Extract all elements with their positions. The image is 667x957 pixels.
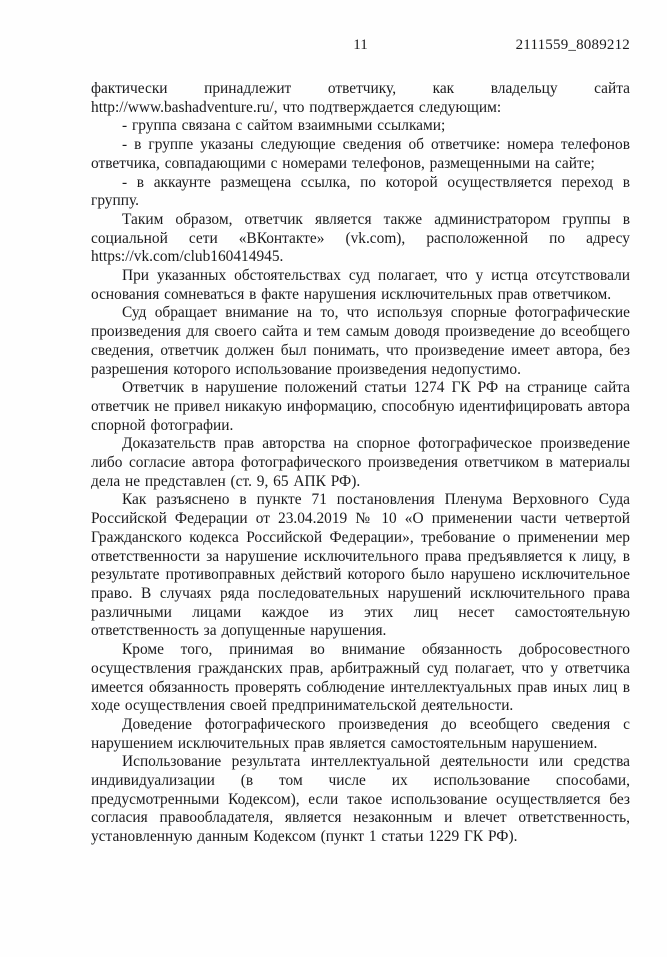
paragraph: - в аккаунте размещена ссылка, по которой осуществляется переход в группу.: [91, 173, 630, 210]
paragraph: фактически принадлежит ответчику, как владельцу сайта http://www.bashadventure.ru/, что подтверждается следующим:: [91, 80, 630, 116]
document-code: 2111559_8089212: [515, 37, 630, 53]
paragraph: Доведение фотографического произведения до всеобщего сведения с нарушением исключительных прав является самостоятельным нарушением.: [91, 715, 630, 752]
paragraph: Суд обращает внимание на то, что используя спорные фотографические произведения для своего сайта и тем самым доводя произведение до всеобщего сведения, ответчик должен был понимать, что произведение имеет автора, без разрешения которого использование произведения недопустимо.: [91, 304, 630, 378]
document-body: [91, 80, 630, 847]
paragraph: - в группе указаны следующие сведения об ответчике: номера телефонов ответчика, совпадающими с номерами телефонов, размещенными на сайте;: [91, 136, 630, 172]
paragraph: Как разъяснено в пункте 71 постановления Пленума Верховного Суда Российской Федерации от 23.04.2019 № 10 «О применении части четвертой Гражданского кодекса Российской Федерации», требование о применении мер ответственности за нарушение исключительного права предъявляется к лицу, в результате противоправных действий которого было нарушено исключительное право. В случаях ряда последовательных нарушений исключительного права различными лицами каждое из этих лиц несет самостоятельную ответственность за допущенные нарушения.: [91, 491, 630, 640]
paragraph: Доказательств прав авторства на спорное фотографическое произведение либо согласие автора фотографического произведения ответчиком в материалы дела не представлен (ст. 9, 65 АПК РФ).: [91, 435, 630, 490]
paragraph: Ответчик в нарушение положений статьи 1274 ГК РФ на странице сайта ответчик не привел никакую информацию, способную идентифицировать автора спорной фотографии.: [91, 379, 630, 434]
paragraph: Таким образом, ответчик является также администратором группы в социальной сети «ВКонтакте» (vk.com), расположенной по адресу https://vk.com/club160414945.: [91, 210, 630, 266]
page-header: [91, 38, 630, 54]
page-number: 11: [353, 37, 368, 53]
paragraph: Кроме того, принимая во внимание обязанность добросовестного осуществления гражданских прав, арбитражный суд полагает, что у ответчика имеется обязанность проверять соблюдение интеллектуальных прав иных лиц в ходе осуществления своей предпринимательской деятельности.: [91, 641, 630, 715]
paragraph: Использование результата интеллектуальной деятельности или средства индивидуализации (в том числе их использование способами, предусмотренными Кодексом), если такое использование осуществляется без согласия правообладателя, является незаконным и влечет ответственность, установленную данным Кодексом (пункт 1 статьи 1229 ГК РФ).: [91, 753, 630, 846]
paragraph: - группа связана с сайтом взаимными ссылками;: [122, 117, 446, 135]
paragraph: При указанных обстоятельствах суд полагает, что у истца отсутствовали основания сомневаться в факте нарушения исключительных прав ответчиком.: [91, 267, 630, 303]
